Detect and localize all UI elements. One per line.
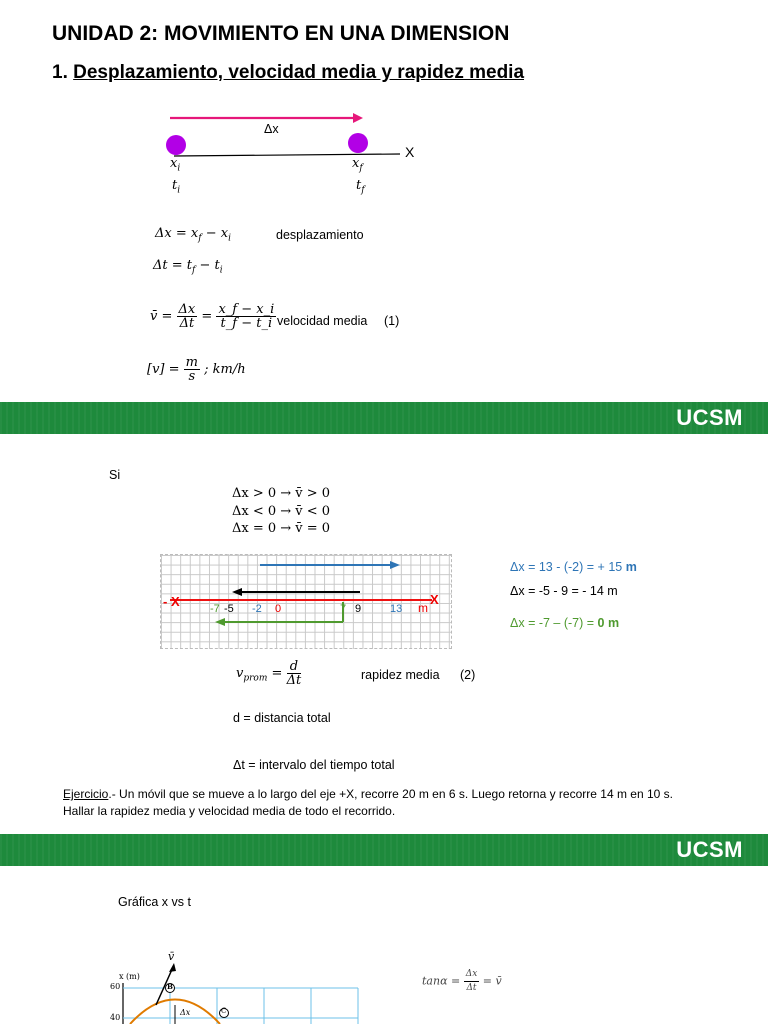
displacement-label: desplazamiento	[276, 228, 364, 242]
tangent-arrowhead	[169, 963, 176, 972]
black-displacement-eq: Δx = -5 - 9 = - 14 m	[510, 584, 618, 598]
tick-zero: 0	[275, 603, 282, 615]
y-tick-60: 60	[110, 982, 121, 991]
equation-number-2: (2)	[460, 668, 476, 682]
delta-x-arrowhead	[353, 113, 363, 123]
page-title: UNIDAD 2: MOVIMIENTO EN UNA DIMENSION	[52, 22, 510, 45]
graph-gridlines	[123, 988, 358, 1024]
axis-left-label: - X	[163, 594, 180, 609]
number-line-arrows	[160, 554, 450, 647]
equation-number-1: (1)	[384, 314, 400, 328]
condition-zero: Δx = 0 → v̄ = 0	[232, 521, 331, 536]
point-b-label: B	[167, 982, 173, 991]
y-tick-40: 40	[110, 1013, 121, 1022]
tick-9: 9	[355, 603, 362, 615]
condition-negative: Δx < 0 → v̄ < 0	[232, 504, 331, 519]
exercise-line-2: Hallar la rapidez media y velocidad media de todo el recorrido.	[63, 804, 396, 818]
units-formula: [v] = $\frac{m}{s}$ ; km/h	[147, 355, 246, 384]
x-vs-t-graph	[120, 955, 365, 1024]
ucsm-logo-2: UCSM	[676, 837, 743, 862]
condition-positive: Δx > 0 → v̄ > 0	[232, 486, 331, 501]
displacement-formula: $\Delta x = x_f - x_i$	[155, 226, 231, 244]
section-heading	[52, 62, 524, 84]
delta-x-label: Δx	[264, 122, 279, 136]
axis-x-label: X	[405, 144, 415, 160]
point-c-label: C	[221, 1007, 227, 1015]
x-axis-line	[174, 154, 400, 156]
ti-label: $t_i$	[172, 178, 181, 196]
tangent-formula: tanα = $\frac{\Delta x}{\Delta t}$ = v̄	[422, 969, 502, 993]
graph-delta-x-label: Δx	[180, 1008, 191, 1017]
tf-label: $t_f$	[356, 178, 365, 196]
ucsm-logo: UCSM	[676, 405, 743, 430]
axis-unit-label: m	[418, 601, 428, 615]
green-displacement-eq: Δx = -7 – (-7) = 0 m	[510, 616, 620, 630]
green-arrowhead	[215, 618, 225, 626]
si-label: Si	[109, 468, 121, 482]
section-title: Desplazamiento, velocidad media y rapidez media	[73, 62, 525, 83]
mean-velocity-label: velocidad media	[277, 314, 368, 328]
exercise-label: Ejercicio	[63, 787, 109, 801]
mean-speed-formula: $v_{prom}$ = $\frac{d}{\Delta t}$	[236, 659, 302, 688]
tick-13: 13	[390, 603, 403, 615]
time-definition: Δt = intervalo del tiempo total	[233, 758, 395, 772]
axis-right-label: X	[430, 592, 439, 607]
y-axis-label: x (m)	[119, 972, 140, 981]
mean-speed-label: rapidez media	[361, 668, 440, 682]
blue-arrowhead	[390, 561, 400, 569]
graph-title: Gráfica x vs t	[118, 895, 191, 909]
xf-label: $x_f$	[352, 156, 363, 174]
xi-label: $x_i$	[170, 156, 181, 174]
displacement-diagram	[150, 108, 430, 168]
time-interval-formula: $\Delta t = t_f - t_i$	[153, 258, 223, 276]
exercise-line-1: Ejercicio.- Un móvil que se mueve a lo largo del eje +X, recorre 20 m en 6 s. Luego retorna y recorre 14 m en 10 s.	[63, 787, 673, 801]
tick-7: 7	[340, 603, 347, 615]
tick-minus-5: -5	[224, 603, 234, 615]
final-position-dot	[348, 133, 368, 153]
initial-position-dot	[166, 135, 186, 155]
section-number: 1.	[52, 62, 68, 83]
black-arrowhead	[232, 588, 242, 596]
velocity-vector-label: v̄	[168, 950, 175, 963]
ucsm-banner	[0, 402, 768, 434]
tick-minus-7: -7	[210, 603, 220, 615]
ucsm-banner-2	[0, 834, 768, 866]
blue-displacement-eq: Δx = 13 - (-2) = + 15 m	[510, 560, 637, 574]
distance-definition: d = distancia total	[233, 711, 331, 725]
mean-velocity-formula: v̄ = $\frac{\Delta x}{\Delta t}$ = $\frac{x\_f - x\_i}{t\_f - t\_i}$	[150, 302, 275, 331]
tick-minus-2: -2	[252, 603, 262, 615]
